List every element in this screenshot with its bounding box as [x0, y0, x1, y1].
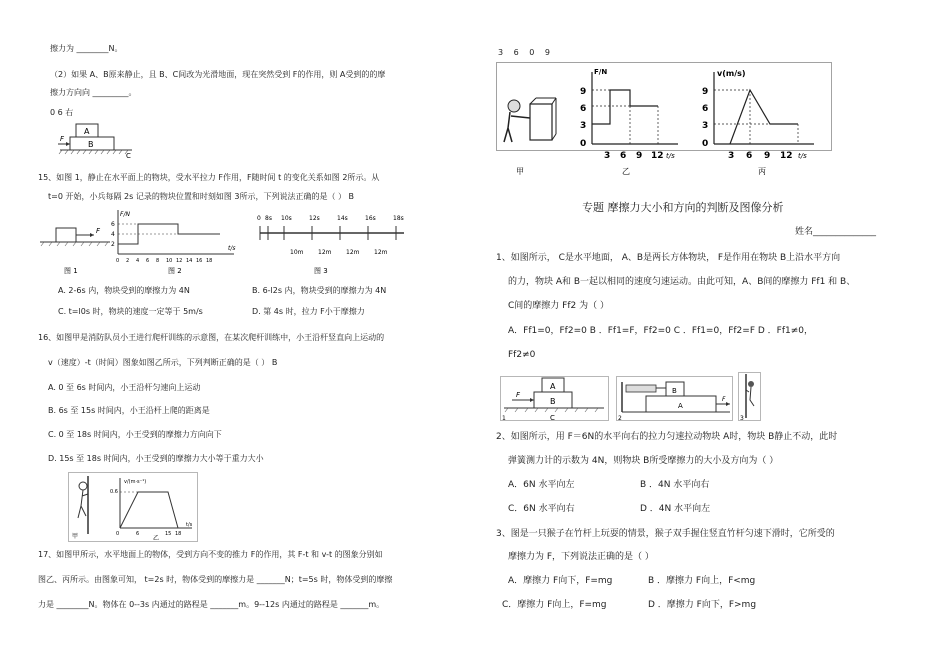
q15-option-a: A. 2-6s 内，物块受到的摩擦力为 4N	[58, 286, 190, 295]
q16-line2: v（速度）-t（时间）图象如图乙所示，下列判断正确的是（ ） B	[48, 358, 278, 367]
r-fig1-f: F	[516, 391, 521, 399]
fig17-yi-y9: 9	[580, 87, 587, 97]
fig3-time-label: 16s	[365, 215, 376, 222]
figure-q15	[38, 208, 458, 278]
r-q1-line1: 1、如图所示， C是水平地面， A、B是两长方体物块， F是作用在物块 B上沿水平方向	[496, 253, 841, 263]
fig2-xtick: 16	[196, 258, 203, 264]
fig3-distance-label: 12m	[346, 249, 360, 256]
fig3-time-label: 0	[257, 215, 261, 222]
fig1-caption: 图 1	[64, 267, 78, 275]
q17-line3: 力是 ________N。物体在 0--3s 内通过的路程是 _______m。9--12s 内通过的路程是 _______m。	[38, 600, 385, 609]
fig17-bing-y9: 9	[702, 87, 709, 97]
figure-q17	[496, 62, 832, 182]
r-fig1-c: C	[550, 414, 555, 422]
q15-line1: 15、如图 1，静止在水平面上的物块，受水平拉力 F作用，F随时间 t 的变化关系如图 2所示。从	[38, 173, 380, 182]
fig16-t-label: t/s	[186, 522, 193, 528]
fig17-bing-y3: 3	[702, 121, 709, 131]
fig2-y2: 2	[111, 241, 115, 248]
q15-option-b: B. 6-l2s 内，物块受到的摩擦力为 4N	[252, 286, 387, 295]
r-q1-line2: 的力，物块 A和 B一起以相同的速度匀速运动。由此可知，A、B间的摩擦力 Ff1 和 B、	[508, 277, 856, 287]
fig3-time-label: 10s	[281, 215, 292, 222]
fig2-xtick: 2	[126, 258, 130, 264]
r-q1-options: A．Ff1=0，Ff2=0 B ．Ff1=F，Ff2=0 C ．Ff1=0，Ff2=F D ．Ff1≠0，	[508, 326, 813, 336]
q15-line2: t=0 开始，小兵每隔 2s 记录的物块位置和时刻如图 3所示，下列说法正确的是（ ） B	[48, 192, 355, 201]
q17-line1: 17、如图甲所示，水平地面上的物体，受到方向不变的推力 F的作用，其 F-t 和 v-t 的图象分别如	[38, 550, 383, 559]
q17-line2: 图乙、丙所示。由图象可知， t=2s 时，物体受到的摩擦力是 _______N；t=5s 时，物体受到的摩擦	[38, 575, 393, 584]
q14-part2-line2: 擦力方向向 _________。	[50, 88, 137, 97]
ground-c-label: C	[126, 152, 131, 158]
fig17-bing: 丙	[758, 167, 766, 176]
fig2-xtick: 0	[116, 258, 120, 264]
r-q2-option-d: D ．4N 水平向左	[640, 504, 711, 514]
fig3-time-label: 12s	[309, 215, 320, 222]
fig17-bing-x9: 9	[764, 151, 771, 161]
fig3-caption: 图 3	[314, 267, 328, 275]
q16-option-c: C. 0 至 18s 时间内，小王受到的摩擦力方向向下	[48, 430, 222, 439]
name-field-label: 姓名______________	[795, 227, 877, 237]
fig3-time-label: 18s	[393, 215, 404, 222]
q14-part2-line1: （2）如果 A、B原来静止，且 B、C间改为光滑地面，现在突然受到 F的作用，则 A受到的的摩	[50, 70, 386, 79]
q16-line1: 16、如图甲是消防队员小王进行爬杆训练的示意图，在某次爬杆训练中，小王沿杆竖直向上运动的	[38, 333, 385, 342]
r-q3-option-d: D ．摩擦力 F向下，F>mg	[648, 600, 757, 610]
q16-option-d: D. 15s 至 18s 时间内，小王受到的摩擦力大小等于重力大小	[48, 454, 264, 463]
line-friction-answer: 擦力为 ________N。	[50, 44, 123, 53]
r-q3-option-c: C．摩擦力 F向上，F=mg	[502, 600, 607, 610]
fig16-t15: 15	[165, 531, 172, 537]
fig17-yi-y0: 0	[580, 139, 587, 149]
r-fig2-b: B	[672, 387, 677, 395]
fig17-yi-ts: t/s	[666, 152, 675, 160]
fig1-force-label: F	[96, 227, 101, 235]
fig16-t6: 6	[136, 531, 140, 537]
block-a-label: A	[84, 127, 90, 136]
force-f-label: F	[60, 135, 65, 143]
fig17-jia: 甲	[516, 167, 524, 176]
fig17-yi-x9: 9	[636, 151, 643, 161]
fig2-xtick: 4	[136, 258, 140, 264]
r-q3-option-a: A．摩擦力 F向下，F=mg	[508, 576, 613, 586]
fig17-bing-y0: 0	[702, 139, 709, 149]
fig17-yi: 乙	[622, 167, 630, 176]
r-fig2-f: F	[722, 396, 726, 403]
r-fig2-num: 2	[618, 415, 622, 422]
r-fig1-b: B	[550, 397, 556, 406]
figure-q1-q3	[500, 372, 770, 424]
fig17-bing-x12: 12	[780, 151, 793, 161]
q17-answer: 3 6 0 9	[498, 48, 554, 57]
fig16-jia: 甲	[72, 533, 79, 540]
fig16-t18: 18	[175, 531, 182, 537]
fig2-xtick: 14	[186, 258, 193, 264]
q15-option-c: C. t=l0s 时，物块的速度一定等于 5m/s	[58, 307, 203, 316]
r-q2-line2: 弹簧测力计的示数为 4N，则物块 B所受摩擦力的大小及方向为（ ）	[508, 456, 779, 466]
q14-answer: 0 6 右	[50, 108, 74, 117]
fig17-fn: F/N	[594, 68, 608, 76]
fig16-v06: 0.6	[110, 489, 118, 495]
r-q2-line1: 2、如图所示，用 F＝6N的水平向右的拉力匀速拉动物块 A时，物块 B静止不动，此时	[496, 432, 838, 442]
block-b-label: B	[88, 140, 94, 149]
r-q2-option-b: B ．4N 水平向右	[640, 480, 710, 490]
fig2-caption: 图 2	[168, 267, 182, 275]
fig2-xtick: 8	[156, 258, 160, 264]
r-q2-option-c: C．6N 水平向右	[508, 504, 575, 514]
r-q3-line2: 摩擦力为 F，下列说法正确的是（ ）	[508, 552, 654, 562]
fig17-yi-y6: 6	[580, 104, 587, 114]
q15-option-d: D. 第 4s 时，拉力 F小于摩擦力	[252, 307, 365, 316]
fig17-yi-x6: 6	[620, 151, 627, 161]
fig17-bing-x3: 3	[728, 151, 735, 161]
r-fig3-num: 3	[740, 415, 744, 422]
fig17-vms: v(m/s)	[717, 69, 746, 78]
fig2-x-axis-label: t/s	[228, 245, 236, 252]
figure-q16	[68, 472, 198, 542]
figure-blocks-abc	[58, 120, 138, 158]
fig2-xtick: 6	[146, 258, 150, 264]
r-fig1-num: 1	[502, 415, 506, 422]
r-q2-option-a: A．6N 水平向左	[508, 480, 575, 490]
fig16-y-axis-label: v/(m·s⁻¹)	[124, 479, 147, 485]
fig16-t0: 0	[116, 531, 120, 537]
fig17-bing-x6: 6	[746, 151, 753, 161]
fig17-bing-ts: t/s	[798, 152, 807, 160]
q16-option-a: A. 0 至 6s 时间内，小王沿杆匀速向上运动	[48, 383, 201, 392]
fig16-yi: 乙	[153, 535, 160, 542]
fig17-yi-y3: 3	[580, 121, 587, 131]
r-q1-line3: C间的摩擦力 Ff2 为（ ）	[508, 301, 609, 311]
fig17-yi-x3: 3	[604, 151, 611, 161]
q16-option-b: B. 6s 至 15s 时间内，小王沿杆上爬的距离是	[48, 406, 210, 415]
fig2-xtick: 18	[206, 258, 213, 264]
fig3-distance-label: 12m	[374, 249, 388, 256]
fig2-xtick: 10	[166, 258, 173, 264]
r-q1-options-cont: Ff2≠0	[508, 350, 536, 360]
fig3-time-label: 8s	[265, 215, 272, 222]
r-q3-line1: 3、图是一只猴子在竹杆上玩耍的情景，猴子双手握住竖直竹杆匀速下滑时，它所受的	[496, 529, 835, 539]
fig17-yi-x12: 12	[651, 151, 664, 161]
r-fig1-a: A	[550, 382, 556, 391]
r-q3-option-b: B ．摩擦力 F向上，F<mg	[648, 576, 756, 586]
fig2-y4: 4	[111, 231, 115, 238]
fig17-bing-y6: 6	[702, 104, 709, 114]
r-fig2-a: A	[678, 402, 683, 410]
fig2-xtick: 12	[176, 258, 183, 264]
section-heading: 专题 摩擦力大小和方向的判断及图像分析	[582, 201, 784, 214]
fig2-y-axis-label: F/N	[120, 211, 130, 218]
fig2-y6: 6	[111, 221, 115, 228]
fig3-distance-label: 12m	[318, 249, 332, 256]
fig3-time-label: 14s	[337, 215, 348, 222]
fig3-distance-label: 10m	[290, 249, 304, 256]
